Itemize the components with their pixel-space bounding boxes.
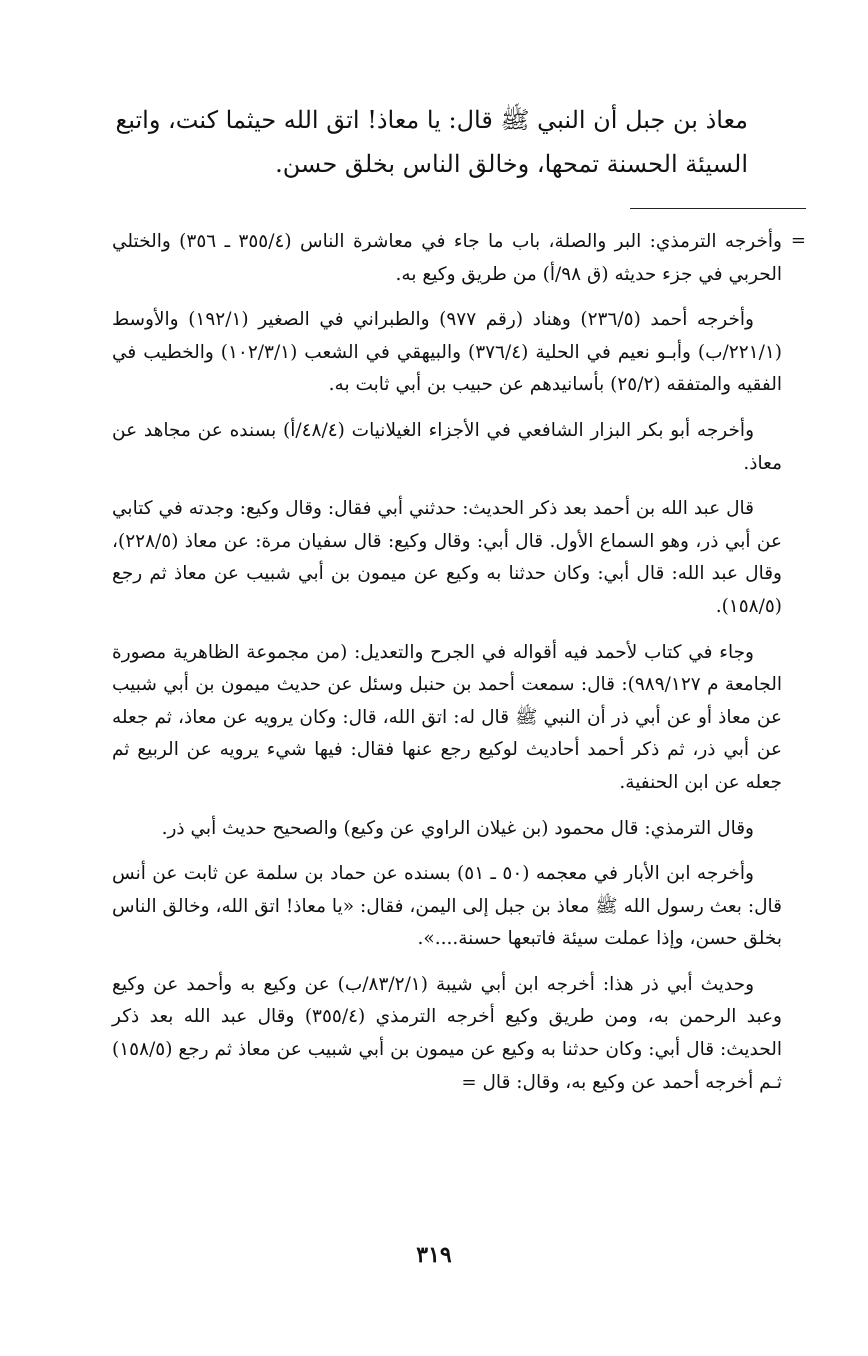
footnote-paragraph-6: وقال الترمذي: قال محمود (بن غيلان الراوي عن وكيع) والصحيح حديث أبي ذر. — [161, 817, 754, 839]
footnote-paragraph-3: وأخرجه أبو بكر البزار الشافعي في الأجزاء الغيلانيات (٤٨/٤/أ) بسنده عن مجاهد عن معاذ. — [112, 419, 782, 474]
footnote-paragraph-1: وأخرجه الترمذي: البر والصلة، باب ما جاء في معاشرة الناس (٣٥٥/٤ ـ ٣٥٦) والختلي الحربي في جزء حديثه (ق ٩٨/أ) من طريق وكيع به. — [112, 231, 782, 285]
main-text — [110, 98, 748, 186]
footnote-paragraph-4: قال عبد الله بن أحمد بعد ذكر الحديث: حدثني أبي فقال: وقال وكيع: وجدته في كتابي عن أبي ذر، وهو السماع الأول. قال أبي: وقال وكيع: قال سفيان مرة: عن معاذ (٢٢٨/٥)، وقال عبد الله: قال أبي: وكان حدثنا به وكيع عن ميمون بن أبي شبيب عن معاذ ثم رجع (١٥٨/٥). — [112, 498, 782, 617]
footnote-paragraph-5: وجاء في كتاب لأحمد فيه أقواله في الجرح والتعديل: (من مجموعة الظاهرية مصورة الجامعة م ٩٨٩/١٢٧): قال: سمعت أحمد بن حنبل وسئل عن حديث ميمون بن أبي شبيب عن معاذ أو عن أبي ذر أن النبي ﷺ قال له: اتق الله، قال: وكان يرويه عن معاذ، ثم جعله عن أبي ذر، ثم ذكر أحمد أحاديث لوكيع رجع عنها فقال: فيها شيء يرويه عن الربيع ثم جعله عن ابن الحنفية. — [112, 641, 782, 793]
footnote-continuation-mark: = — [790, 230, 806, 251]
main-text-line-1: معاذ بن جبل أن النبي ﷺ قال: يا معاذ! اتق الله حيثما كنت، واتبع — [115, 106, 748, 134]
footnote-paragraph-7: وأخرجه ابن الأبار في معجمه (٥٠ ـ ٥١) بسنده عن حماد بن سلمة عن ثابت عن أنس قال: بعث رسول الله ﷺ معاذ بن جبل إلى اليمن، فقال: «يا معاذ! اتق الله، وخالق الناس بخلق حسن، وإذا عملت سيئة فاتبعها حسنة....». — [112, 863, 782, 950]
main-text-line-2: السيئة الحسنة تمحها، وخالق الناس بخلق حسن. — [275, 150, 748, 178]
footnote-paragraph-8 — [112, 969, 782, 1099]
footnote-separator — [630, 208, 806, 209]
page-number: ٣١٩ — [416, 1242, 452, 1268]
footnote-paragraph-2: وأخرجه أحمد (٢٣٦/٥) وهناد (رقم ٩٧٧) والطبراني في الصغير (١٩٢/١) والأوسط (٢٢١/١/ب) وأبـو نعيم في الحلية (٣٧٦/٤) والبيهقي في الشعب (١٠٢/٣/١) والخطيب في الفقيه والمتفقه (٢٥/٢) بأسانيدهم عن حبيب بن أبي ثابت به. — [112, 309, 782, 396]
footnotes — [112, 226, 782, 1112]
footnote-paragraph-8-text: وحديث أبي ذر هذا: أخرجه ابن أبي شيبة (٨٣/٢/١/ب) عن وكيع به وأحمد عن وكيع وعبد الرحمن به، ومن طريق وكيع أخرجه الترمذي (٣٥٥/٤) وقال عبد الله بعد ذكر الحديث: قال أبي: وكان حدثنا به وكيع عن ميمون بن أبي شبيب عن معاذ ثم رجع (١٥٨/٥) ثـم أخرجه أحمد عن وكيع به، وقال: قال — [112, 973, 782, 1093]
footnote-end-mark: = — [461, 1071, 477, 1093]
